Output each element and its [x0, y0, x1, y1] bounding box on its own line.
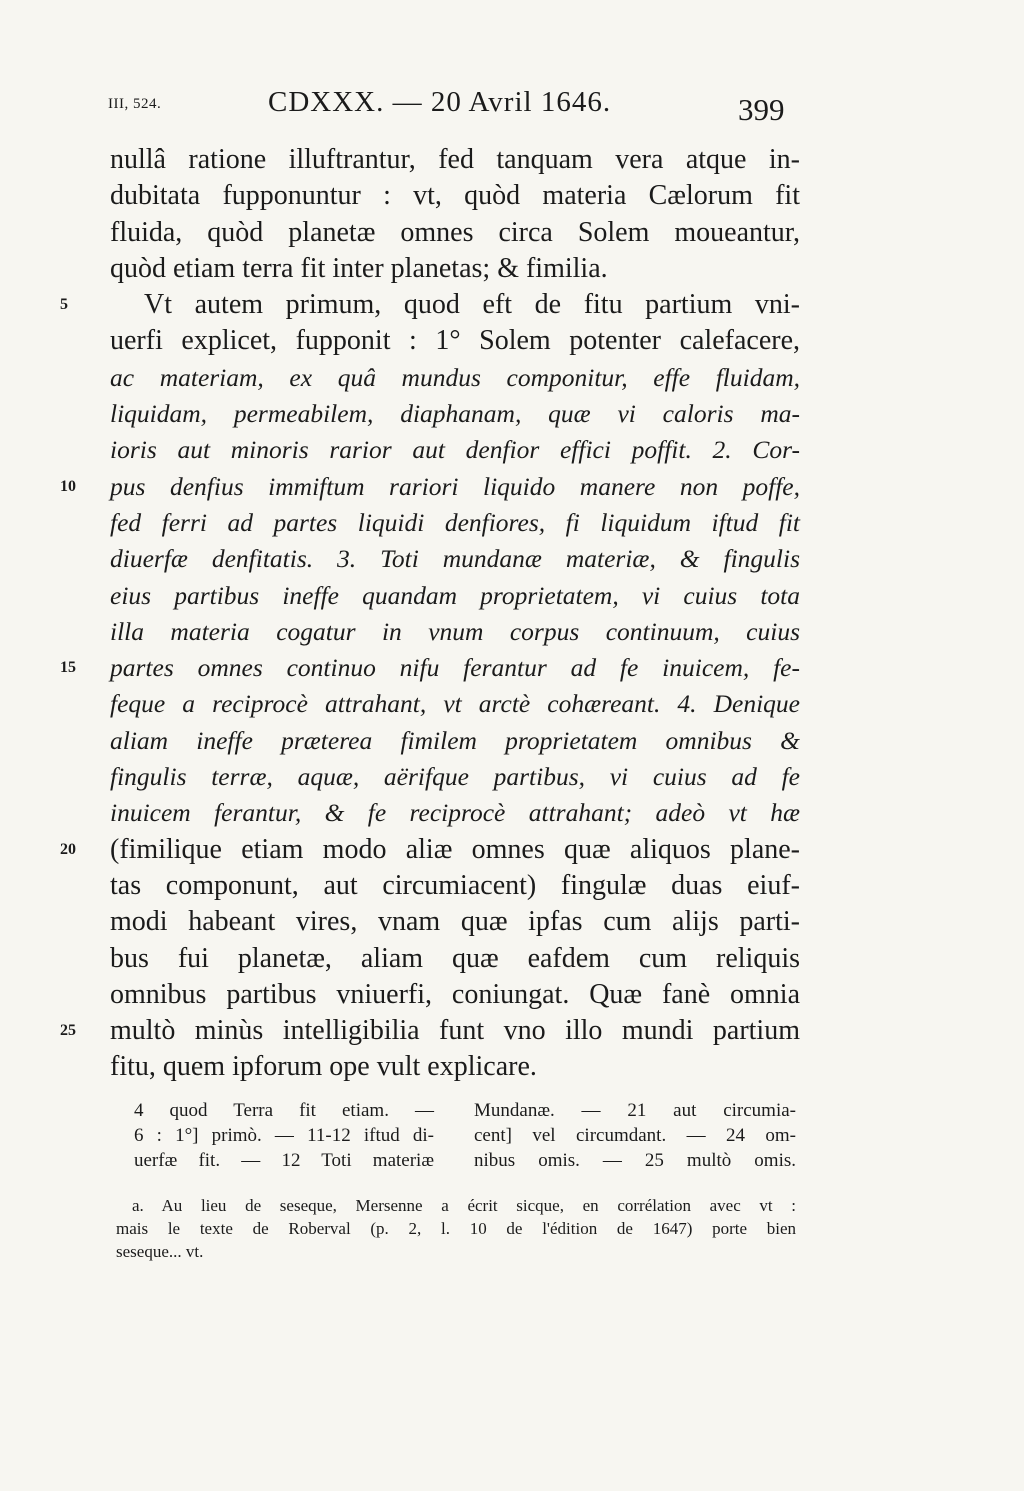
text-line: fed ferri ad partes liquidi denfiores, fi liquidum iftud fit	[110, 507, 800, 537]
letter-heading: CDXXX. — 20 Avril 1646.	[268, 86, 612, 118]
text-line: nullâ ratione illuftrantur, fed tanquam vera atque in-	[110, 144, 800, 175]
footnote-line: a. Au lieu de seseque, Mersenne a écrit sicque, en corrélation avec vt :	[132, 1196, 796, 1215]
text-line: fingulis terræ, aquæ, aërifque partibus, vi cuius ad fe	[110, 762, 800, 792]
text-line: 5 Vt autem primum, quod eft de fitu partium vni-	[60, 289, 800, 321]
text-line: eius partibus ineffe quandam proprietatem, vi cuius tota	[110, 580, 800, 610]
main-text	[60, 142, 800, 1086]
footnote-line: seseque... vt.	[116, 1242, 204, 1261]
variant-notes-left	[134, 1098, 434, 1173]
text-line: 25 multò minùs intelligibilia funt vno illo mundi partium	[60, 1015, 800, 1047]
text-line: omnibus partibus vniuerfi, coniungat. Quæ fanè omnia	[110, 978, 800, 1010]
variant-line: 6 : 1°] primò. — 11-12 iftud di-	[134, 1125, 434, 1146]
text-line: illa materia cogatur in vnum corpus continuum, cuius	[110, 616, 800, 646]
volume-reference: III, 524.	[108, 96, 162, 112]
variant-line: nibus omis. — 25 multò omis.	[474, 1150, 796, 1171]
footnote-line: mais le texte de Roberval (p. 2, l. 10 de l'édition de 1647) porte bien	[116, 1219, 796, 1238]
text-line: bus fui planetæ, aliam quæ eafdem cum reliquis	[110, 942, 800, 974]
text-line: 15 partes omnes continuo nifu ferantur ad fe inuicem, fe-	[60, 653, 800, 683]
text-line: ioris aut minoris rarior aut denfior effici poffit. 2. Cor-	[110, 435, 800, 465]
text-line: liquidam, permeabilem, diaphanam, quæ vi caloris ma-	[110, 399, 800, 429]
text-line: ac materiam, ex quâ mundus componitur, effe fluidam,	[110, 362, 800, 392]
variant-notes-right	[474, 1098, 796, 1173]
page-number: 399	[738, 92, 785, 127]
text-line: fitu, quem ipforum ope vult explicare.	[110, 1051, 537, 1083]
variant-line: Mundanæ. — 21 aut circumia-	[474, 1100, 796, 1121]
footnote	[116, 1194, 796, 1263]
text-line: tas componunt, aut circumiacent) fingulæ duas eiuf-	[110, 869, 800, 901]
text-line: quòd etiam terra fit inter planetas; & fimilia.	[110, 252, 608, 284]
text-line: 10 pus denfius immiftum rariori liquido manere non poffe,	[60, 471, 800, 501]
text-line: inuicem ferantur, & fe reciprocè attrahant; adeò vt hæ	[110, 798, 800, 828]
text-line: modi habeant vires, vnam quæ ipfas cum alijs parti-	[110, 906, 800, 938]
text-line: uerfi explicet, fupponit : 1° Solem potenter calefacere,	[110, 325, 800, 357]
variant-line: uerfæ fit. — 12 Toti materiæ	[134, 1150, 434, 1171]
text-line: aliam ineffe præterea fimilem proprietatem omnibus &	[110, 725, 800, 755]
text-line: fluida, quòd planetæ omnes circa Solem moueantur,	[110, 216, 800, 248]
text-line: feque a reciprocè attrahant, vt arctè cohæreant. 4. Denique	[110, 689, 800, 719]
text-line: 20 (fimilique etiam modo aliæ omnes quæ aliquos plane-	[60, 833, 800, 865]
text-line: diuerfæ denfitatis. 3. Toti mundanæ materiæ, & fingulis	[110, 544, 800, 574]
variant-line: 4 quod Terra fit etiam. —	[134, 1100, 434, 1121]
variant-line: cent] vel circumdant. — 24 om-	[474, 1125, 796, 1146]
text-line: dubitata fupponuntur : vt, quòd materia Cælorum fit	[110, 180, 800, 212]
